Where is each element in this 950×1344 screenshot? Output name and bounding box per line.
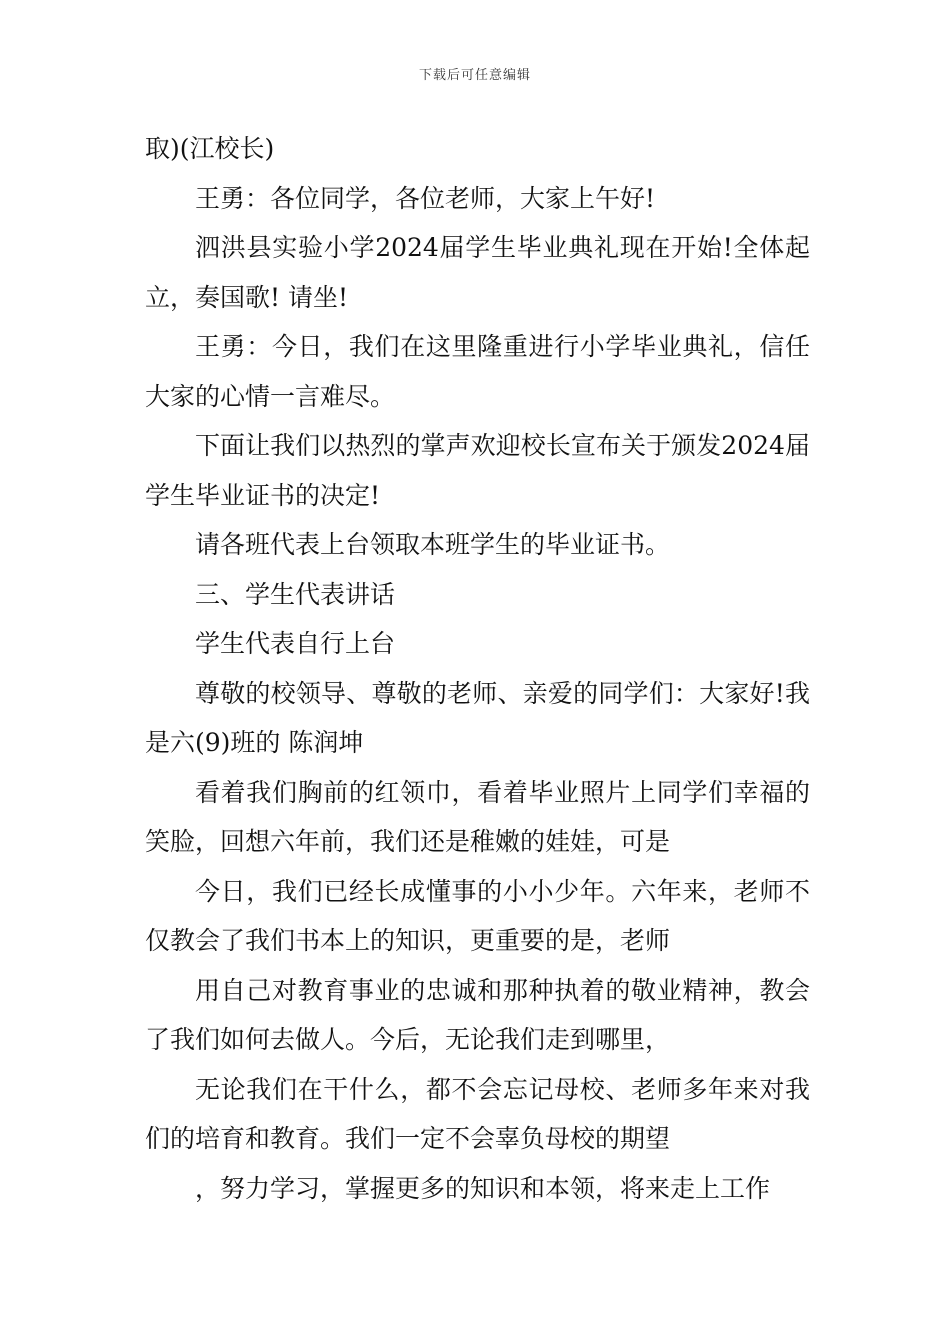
paragraph-3: 泗洪县实验小学2024届学生毕业典礼现在开始!全体起立，奏国歌! 请坐!: [145, 233, 810, 312]
paragraph-9: 尊敬的校领导、尊敬的老师、亲爱的同学们：大家好!我是六(9)班的 陈润坤: [145, 678, 810, 757]
paragraph-14: ，努力学习，掌握更多的知识和本领，将来走上工作: [195, 1173, 771, 1203]
document-body: [145, 124, 810, 1213]
paragraph-12: 用自己对教育事业的忠诚和那种执着的敬业精神，教会了我们如何去做人。今后，无论我们走到哪里，: [145, 975, 810, 1054]
paragraph-5: 下面让我们以热烈的掌声欢迎校长宣布关于颁发2024届学生毕业证书的决定!: [145, 431, 810, 510]
paragraph-6: 请各班代表上台领取本班学生的毕业证书。: [195, 530, 671, 559]
paragraph-8: 学生代表自行上台: [195, 629, 396, 658]
paragraph-13: 无论我们在干什么，都不会忘记母校、老师多年来对我们的培育和教育。我们一定不会辜负母校的期望: [145, 1074, 810, 1153]
paragraph-2: 王勇：各位同学，各位老师，大家上午好!: [195, 183, 656, 213]
paragraph-11: 今日，我们已经长成懂事的小小少年。六年来，老师不仅教会了我们书本上的知识，更重要的是，老师: [145, 876, 810, 955]
paragraph-10: 看着我们胸前的红领巾，看着毕业照片上同学们幸福的笑脸，回想六年前，我们还是稚嫩的娃娃，可是: [145, 777, 810, 856]
page-header-note: 下载后可任意编辑: [418, 68, 531, 83]
paragraph-1: 取)(江校长): [145, 134, 275, 163]
section-heading: 三、学生代表讲话: [195, 579, 396, 609]
paragraph-4: 王勇：今日，我们在这里隆重进行小学毕业典礼，信任大家的心情一言难尽。: [145, 332, 810, 411]
